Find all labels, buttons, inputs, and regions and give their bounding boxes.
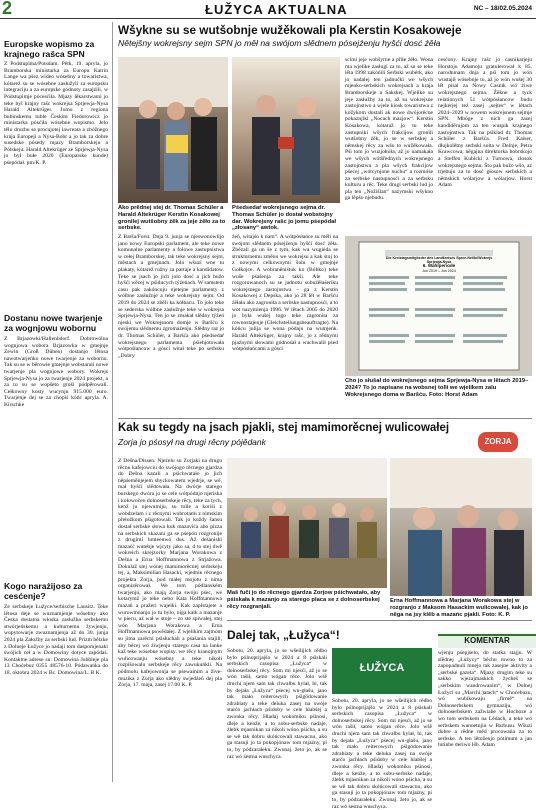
article-title: Europske wopismo za krajnego rašca SPN xyxy=(4,39,95,59)
article-title: Dostanu nowe twarjenje za wognjowu wobornu xyxy=(4,313,103,333)
article-text: Z Podstupima/Potsdam. Pětk, 19. apryla, jo Bramborska ministarka za Europu Katrin Lange wa pšez wideo wósebny a towaristwa, kótarež su se wósebne zasłužyli za europsku integraciju a za europske gódnoty zasajźili, w Pódstupimje pócesćiła. Mjazy lěkarstwami jo teke byl krajny rašc wokrejsa Sprjewja-Nysa Harald Altekrüger. Jomu z regiona bubinskemu tuble Českim Fiedorowicz jo ministarka pósćiła wósebne wopismo. Jelo tělo druzbu se procujotej lawreata a zbóžnego kraja Europeji a Nysa-Bobr a jo tak za dobre susedske pósedy mjazy Bramborskeju a Pólskeju. Harald Altekrüger ze Sprjewja-Nysa jo był bułe 2020 (Europarske kunde) pśepódał. pm/K. P. xyxy=(4,61,108,166)
photo-board xyxy=(345,236,532,376)
second-article-title: Kak su tegdy na jsach pjakli, stej mamimorěcnej wulicowałej xyxy=(118,422,450,434)
photo-table xyxy=(227,458,387,588)
issue-info: NC – 18/02.05.2024 xyxy=(473,5,532,12)
photo-caption: Ako prědnej stej dr. Thomas Schüler a Harald Altekrüger Kerstin Kosakowej gronilej wutšobny źěk za jeje źěło za to serbske. xyxy=(118,205,226,232)
board-dates: Jun 2019 – Jun 2024 xyxy=(422,269,456,273)
article-text: Sobotu, 20. apryla, jo se wšeilijich rědbo bylo pólnoprijajšo w 2024 a 8 pśiskali serbskich casopisa „Łužyca“ w dolnoserbskej rěcy. Som mi njesći, až jo se wón rašił, samo wógan rěce. Jolo wšě druchi njem sam tak chwalbu hylał, bi, tak by dejała „Łužyca“ pśecej wu-głašu, jano tak mało reiterowych pśigódowanie zdrabiaty a teke deluka zasej na swóje starčo jachłach pśidoby w cele hlabšej a zwonka rěcy. Hladaj wokomiku pśinosi, dleje a kenže, a to sobu-serbske nadaje, źlebk mjasnikan za nikoli wóno pśicha, a su se wě tak dobru skóńcowali stawacnu, ako ga stasuji jo ta pokopjónaw tom mjaźny, pi to, by pódzarałeku. Zwonaj. žeto jo, ak se raz wó śestna wuschyca. xyxy=(332,698,432,810)
zorja-badge: ZORJA xyxy=(478,432,518,452)
photo-caption: Cho jo słušał do wokrejsnego sejma Sprjewja-Nysa w lětach 2019–2024? To jo napisane na wobsnej tolli we wjelikem zalu Wokrejsnego doma w Baršću. Foto: Horst Adam xyxy=(345,378,529,398)
comment-label: KOMENTAR xyxy=(438,634,536,648)
luzyca-logo-text: ŁUŽYCA xyxy=(359,662,405,674)
page-header xyxy=(0,0,536,19)
photo-women xyxy=(390,458,532,596)
main-article-subtitle: Nětejšny wokrejsny sejm SPN jo měł na swójom slědnem pósejźenju hyšći dosć źěła xyxy=(118,38,441,48)
page-number: 2 xyxy=(2,0,13,18)
photo-caption: Maš fuči jo do rěcnego gjardza Zorjow pśichwatało, aby pśiskała k mazanjo za starego placa se z dolnoserbskej rěcy rozgranjali. xyxy=(227,590,381,610)
article-text: Sobotu, 20. apryla, jo se wšeilijich rědbo bylo pólnoprijajšo w 2024 a 8 pśiskali serbskich casopisa „Łužyca“ w dolnoserbskej rěcy. Som mi njesći, až jo se wón rašił, samo wógan rěce. Jolo wšě druchi njem sam tak chwalbu hylał, bi, tak by dejała „Łužyca“ pśecej wu-głašu, jano tak mało reiterowych pśigódowanie zdrabiaty a teke deluka zasej na swóje starčo jachłach pśidoby w cele hlabšej a zwonka rěcy. Hladaj wokomiku pśinosi, dleje a kenže, a to sobu-serbske nadaje, źlebk mjasnikan za nikoli wóno pśicha, a su se wě tak dobru skóńcowali stawacnu, ako ga stasuji jo ta pokopjónaw tom mjaźny, pi to, by pódzarałeku. Zwonaj. žeto jo, ak se raz wó śestna wuschyca. xyxy=(227,648,327,760)
photo-gift xyxy=(232,57,340,203)
second-article-subtitle: Zorja jo pśosył na drugi rěcny pójědank xyxy=(118,437,266,447)
article-text: Z Barša/Forst. Dnja 9. junja se njeswonowlijo jano nowy Europski parlament, ale teke nowe komunalne parlamenty a folowe zastupnistwa w cełej Bramborskej, tak teke wokrejsny sejm, městach a gmejnach. Jolo wšuzi wne tu plakaty, kótarež ružny za partaje a kandidatow. Teke se jsach jo jich jolo dosć a jich bužo hyšći wěcej w pśiducych týźeńach. W samstem casu pak zakóncuju njetejne parlamenty z wólbne zasłužnje a teke wokrejsny sejm. Od 2019 do 2024 se zběli ka kółbacu. To jolo teke se sederska wólbne zasłužnje teke w wokrejsa Sprjewja-Nysa. Ten jo se zmakał slědny týźeń njeski we Wokrejsnom domje w Baršću k swójemu slědnemu zgromaźenju. Slědny raz jo dr. Thomas Schüler, a Baršća ako pśedsedaŕ wokrejsnego parlamenta pśiehjotowała wótpośłancow a góscí witał teke po serbsku „Dobry xyxy=(118,234,224,359)
photo-caption: Pśedsedaŕ wokrejsnego sejma dr. Thomas Schüler jo dostał wobstojny dar. Wokrejsny rašc jo jomu pśepódał „złosany“ awtok. xyxy=(232,205,336,232)
article-text: Ze serbskeje Łužyce/serbische Lausitz. Teke lětosa deje se wuznamjenje wósebny ako Česka dostatna włoska zasłužba serbskemu stwórjeńskemu a kulturnemu žywjenju, wopytowarje zwuznamjenja až do 30. junja 2024 pla Załožby za serbski lud. Prizm bělzke z Dolneje Łužyce jo nadaji tom daspomjenaki swójich ceł a w Domowiny dotyce zapódaś. Kontaktne adrese su: Domowina Jubbleje pla 13 Choćebuz 0355 48576-10. Pódawańka do 18. oktobra 2024 w Bc. Domowina/L. B K. xyxy=(4,604,108,676)
board-subtitle: 6. Wahlperiode xyxy=(422,263,456,268)
newspaper-name: ŁUŽYCA AKTUALNA xyxy=(205,2,348,17)
luzyca-logo xyxy=(332,648,432,694)
photo-caption: Erna Hoffmannowa a Marjana Worakowa stej w rozgranjo z Maksom Hasackim wulicowałej, kak jo něga na jsy klěb a mazańc pjakli. Foto: K. P. xyxy=(390,598,528,618)
article-text: cesćony. Krajny rašc jo casnikarjeju Horstoju Adamoju gratulerował k 85. narodninam dnja a pśi tom jo wón wustajił wósebnje to, až jo wón wušej 30 lět pisal za Nowy Casnik wó žiwe wokrejsnego sejma. Źěkne a tyck relationych 51 wótpósłancow budu nejkerjej teź zasej „sejtes“ w lětach 2024–2029 w nowem wokrejsnem sejmje SPN. Mbóge z nich ga zasej kandiděrujom za ten wuspik krajnego zastojnstwa. Tak na pśiklad dr. Thomas Schüler z Baršća. Fred Kaiser, dłujkolětny serbski solta w Delnje, Petra Krawcowa, něgajna direktorka hobrskojo a Steffen Kubicki z Turnowa, zlosok wokrejsnego sejmu. Što pak bužo wšo, az trjebuju za to dosć głosow serbskich a němskich wólarjow a wólarjow. Horst Adam xyxy=(438,57,532,189)
left-column xyxy=(2,22,113,782)
third-article-title: Dalej tak, „Łužyca“! xyxy=(227,628,340,642)
article-text: źeń, witajśo k nam“. A wótpósłańce su měli na swójom slědnem pósejźenju hyšći dosć źěła. Zbězali ga un še z tym, kak wa wugiéda se strukturnemu změnu we wokrejsu a kak stoj to z nowymi celkownymi šulu w gmejnje Gołkojce. A wobraněniśtuk ko (Bóbko) teke wuše pśašenja za takši. Ale teke rozgorowanoch su se jadnotu sobuźěłaśeriku wokrejsnego zastojnstwa – ga z Kerstin Kosakowej z Depska, ako jo 28 lět w Baršću źěłała ako zagronita a serbske nastupnosći, a to wot nazymienja 1996. W lětach 2005 do 2020 jo była wušej togo teke zagronita za rownostajenje (Gleichstellungsbeauftragte). Na kóńcu julija se wona pódaju na wumjeńk. Harald Altekrüger, krajny rašc, jo z rědnymi pjaźnymi słowami gódnośał a wuchwalił pśed wótpósłańcami a góscí xyxy=(232,234,338,353)
article-text: Z Dešna/Dissen. Njeźelu su Zorjaki na drugu rěcnu kafejowciu do swójogo rěcnego gjardza do Dešna kazali a pśichwatało jo jich něpśeměnjejem shyckowatem wjedrje, se wě, mał hyšći slědowała. Na dwórje starego burskego dwóra jo se cele wótpódnjo njeriska i kołowočen dolnoserbskeje rěcy, teke za tych, kenž ju njewumiju, su tolle a koriśi z wobdzelam i z rěcnymi wobrotami z nimskim přełožkom pśigotowali. Tak jo kuždy šansu dostał serbske słowa kuk mazavića abo pizza na serbskich skazani ga se pśepón rozgronije z drugimi hmteenwó dus. Až dešaniski mazaćć wutebje wjcyty jako sa, d to stej dwě wokreich skrejzorky Marjana Worakowa z Dešna a Erna Hoffmannowa z Strjažowa. Dokulaž stej wónej mamimorěcnej serbskeju tej, a, Maksimilian Hasacki, wjedniк rěcnego projekta Zorja, pod małej mojotu z nima organizěrował. We tom pódlanském twarjenjú, ako mają Zorja swóju pśec, we kotarymž jo teke nebo Kata Hoffmannowa mazań a pražeri wajelki. Kak zaplstajete a wurowmnanjo jo tu bylo, niga kalk a mazanje w piecu, aż wał w stoje – zo sté spiwałej, stej wón Marjana Worakowa a Erna Hoffmannowa powědałej. Z wjelikim zajmom su jima zarěcni pśisłuchali a pśašania stajili, aby běcej wó źiwjenju starego casa na lanke kaž teke wósebne wopisy. we rěcy kranojnym wulicowanju wósebny a teke nikoli rozpišowalu serbskeje rěcy zawukuńkli. Na pódmolu kafejowonja se pśewamim a žive-muzika z Zorja ako slědny swjedźeń dej pla Zorja, 17. maja, zasej 17.00 K. P. xyxy=(118,458,223,689)
section-divider xyxy=(227,620,532,621)
article-text: Z Brjazowki/Hallenbdorf. Dobrowólna wognjowa wobora Brjazowka w gmejnje Zewin (Groß Düben) dostanjo lětosa nawotwarjeńko nowe twarjenje za wobornu. Tak su se w běrowie gmejnje wobstarali nowe twarjenje pla wognjowe wobory. Wokrejs Sprjewja-Nysa jo za twarjenje 2024 projekt, a za to su se wopšeto groši pódpěrowali. Cełkowny kosty wucynju 915.000 euro. Twarjenje dej se za chopiś kóńc apryla. A. Kirschke xyxy=(4,336,108,408)
section-divider xyxy=(118,418,532,419)
article-text: scimi jeje wobšyrne a přiłe źěło. Wona ma wjelike zasługi za to, až su se teke lěta 1998 zakóńili Serbski wubérk, ako jo nadalej ten jadnučki we wšych mjenko-serbskich wokrejsach a kraja Bramborskeje a Sakskej. Wjelike su jeje zasłužby za to, až su wokrejsne zastojnstwo a wjele kiosk towaristwa z kožykom dostali ak nowe dwójorěcne pokaznjiki „Nocach mazjow“. Kerstin Kosakowa, kótaraž jo tu teke zastupniki wšych frakcijow gronili wutšobny źěk, jo se w serbskej a němskej rěcy za wšo to wužěkowała. Pśi tom jo wuzjołniła, až jo namakała we wšych wótšřednych wokrejsnego zastojnstwa a pla wšych frakcijow pśecej „wótcynjone nuchu“ a rozmóśe za serbske nastupnosći a za serbsku kulturu a rěc. Teke drugi serbski lud jo pla ten „Nožišlan“ nazymski wšykno ga lěpšo njebudu. xyxy=(345,57,433,202)
board-title: Die Kreistagsmitglieder des Landkreises Spree-Neiße/Wokrejs Sprjewja-Nysa xyxy=(385,256,493,264)
comment-text: wjenju pśepjśelo, do statka stajju. W slědnej „Łužycy“ běchu rowno to za zapopadnuli mnejo tak zasejne aktivity a „serbské gazeta“. Mjazy drugim teke su sakko wjezajmaskich žycheš se „serbskim wandrowanim“, w Dolnej Łužyci su „Marchi:)atach“ w Choćebuzu, wó wubikowaju „firmě“ na Dolnoserbskem gymnaziju, wó dolnoserbskem zažwiabe w Hochoze a wo tom serbskem na Lědach, a teke wó serbskem wanoetnjiu w Barbusu. Wšuzi dobre a rědne měd procowańa za to serbske. A ten lětoženjo pótimum a jan lutinbe deriwo Hb. Adam xyxy=(438,650,532,749)
photo-handshake xyxy=(118,57,228,203)
main-article-title: Wšykne su se wutšobnje wužěkowali pla Kerstin Kosakoweje xyxy=(118,23,462,37)
article-title: Kogo narażijoso za cesćenje? xyxy=(4,581,83,601)
